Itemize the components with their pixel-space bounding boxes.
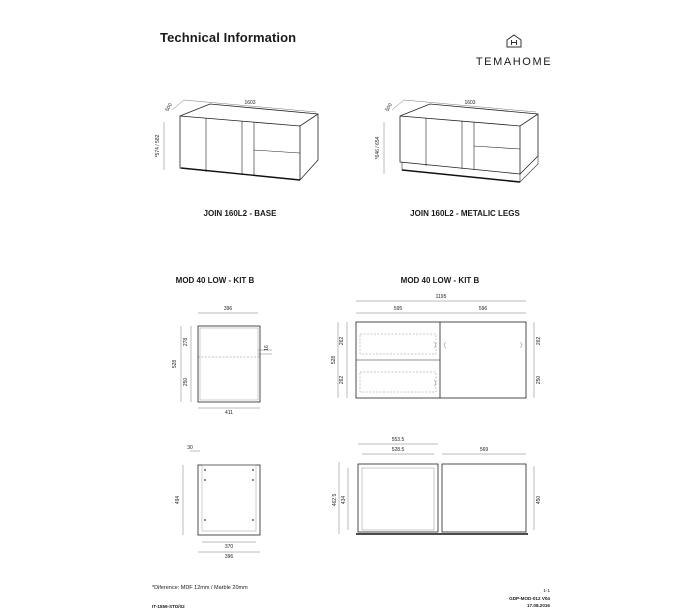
kit-right-total-width: 1195: [435, 294, 447, 300]
kit-right-carcass-inner: 528.5: [391, 447, 405, 453]
kit-right-carcass-outer: 553.5: [391, 437, 405, 443]
kit-left-front-drawing: [160, 298, 280, 426]
kit-right-left-upper: 262: [339, 336, 345, 346]
kit-right-right-lower: 250: [536, 375, 542, 385]
material-footnote: *Diference: MDF 12mm / Marble 20mm: [152, 585, 248, 591]
base-caption: JOIN 160L2 - BASE: [203, 209, 277, 218]
kit-right-left-lower: 262: [339, 375, 345, 385]
kit-right-carcass-right: 569: [479, 447, 489, 453]
kit-left-bottom-width: 411: [225, 410, 233, 416]
document-date: 17.08.2016: [527, 603, 550, 608]
kit-left-carcass-height: 494: [175, 495, 181, 505]
kit-left-side-offset: 16: [264, 345, 270, 351]
kit-right-front-drawing: [330, 290, 550, 410]
kit-left-top-width: 396: [223, 306, 233, 312]
kit-right-right-width: 596: [478, 306, 488, 312]
legs-height-label: *646 / 654: [375, 136, 381, 160]
page-reference: 1-1: [543, 588, 550, 593]
kit-right-left-width: 595: [393, 306, 403, 312]
base-cabinet-drawing: [150, 92, 330, 202]
brand-name: TEMAHOME: [475, 56, 553, 68]
house-icon: [506, 34, 522, 48]
kit-left-upper-height: 278: [183, 337, 189, 347]
base-width-label: 1603: [244, 100, 256, 106]
legs-depth-label: 500: [384, 102, 394, 113]
kit-left-carcass-depth: 30: [187, 445, 193, 451]
kit-right-carcass-right-height: 450: [536, 495, 542, 505]
kit-right-caption: MOD 40 LOW - KIT B: [400, 276, 480, 285]
legs-caption: JOIN 160L2 - METALIC LEGS: [410, 209, 520, 218]
kit-left-carcass-inner-width: 370: [224, 544, 234, 550]
legs-width-label: 1603: [464, 100, 476, 106]
document-code-right: GDP-MOD-012 V04: [509, 596, 550, 601]
kit-left-lower-height: 250: [183, 377, 189, 387]
kit-left-carcass-outer-width: 396: [224, 554, 234, 560]
kit-left-caption: MOD 40 LOW - KIT B: [175, 276, 255, 285]
base-height-label: *574 / 582: [155, 134, 161, 158]
legs-cabinet-drawing: [370, 92, 550, 202]
brand-logo: [474, 34, 554, 68]
page-title: Technical Information: [160, 30, 297, 45]
kit-right-right-upper: 262: [536, 336, 542, 346]
document-code-left: IT-1559-STD/02: [152, 604, 185, 609]
kit-right-carcass-total-height: 462.5: [332, 493, 338, 507]
kit-right-carcass-inner-height: 434: [341, 495, 347, 505]
base-depth-label: 500: [164, 102, 174, 113]
kit-left-carcass-drawing: [160, 440, 280, 560]
kit-left-total-height: 528: [172, 359, 178, 369]
kit-right-total-height: 528: [331, 355, 337, 365]
kit-right-carcass-drawing: [330, 430, 550, 545]
